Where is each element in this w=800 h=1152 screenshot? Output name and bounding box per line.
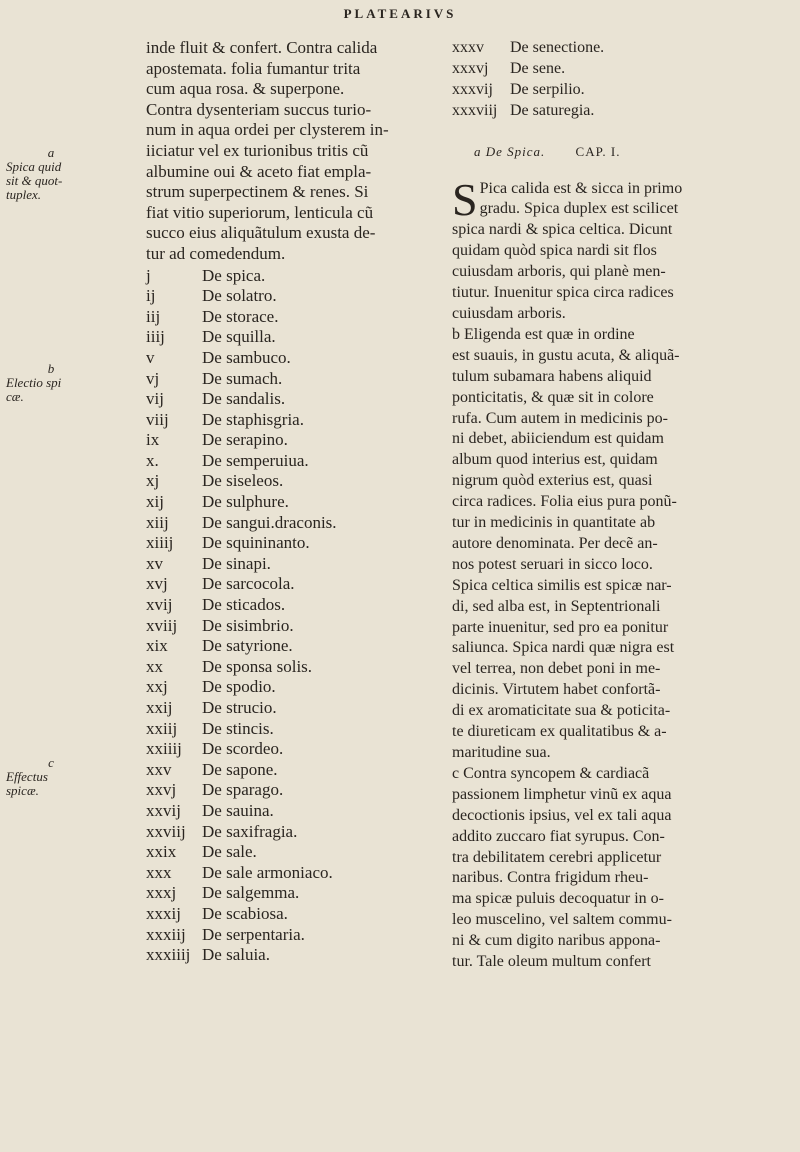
chapter-title: De serpentaria. [202, 924, 305, 944]
text-line: rufa. Cum autem in medicinis po- [452, 409, 668, 427]
chapter-number: xxxiiij [146, 945, 191, 965]
chapter-title: De satyrione. [202, 636, 293, 656]
chapter-title: De senectione. [510, 39, 605, 56]
chapter-index-entry [146, 471, 436, 492]
chapter-index-entry [146, 801, 436, 822]
chapter-title: De scordeo. [202, 739, 284, 759]
margin-note-letter: b [47, 361, 55, 376]
chapter-number: xxix [146, 842, 177, 862]
chapter-number: xxxj [146, 883, 177, 903]
chapter-title: De sale. [202, 842, 257, 862]
chapter-title: De solatro. [202, 286, 277, 306]
chapter-number: xxxvj [452, 59, 489, 77]
drop-cap: S [452, 173, 478, 225]
chapter-title: De spica. [202, 265, 266, 285]
chapter-index-entry [146, 719, 436, 740]
chapter-title: De semperuiua. [202, 450, 309, 470]
chapter-index-entry [146, 657, 436, 678]
chapter-index-entry [146, 451, 436, 472]
text-line: ni debet, abiiciendum est quidam [452, 430, 664, 448]
text-line: addito zuccaro fiat syrupus. Con- [452, 827, 665, 845]
chapter-title: De sisimbrio. [202, 615, 294, 635]
chapter-title: De sulphure. [202, 492, 289, 512]
text-line: tulum subamara habens aliquid [452, 367, 652, 385]
chapter-title: De sinapi. [202, 553, 271, 573]
chapter-index-entry [146, 554, 436, 575]
text-line: succo eius aliquãtulum exusta de- [146, 223, 376, 243]
chapter-title: De storace. [202, 306, 279, 326]
running-head: PLATEARIVS [343, 6, 457, 21]
margin-note-a [6, 146, 96, 202]
chapter-number: xxvj [146, 780, 177, 800]
text-line: apostemata. folia fumantur trita [146, 58, 361, 78]
margin-note-letter: a [47, 145, 55, 160]
text-line: album quod interius est, quidam [452, 451, 658, 469]
chapter-title: De sangui.draconis. [202, 512, 337, 532]
text-line: b Eligenda est quæ in ordine [452, 325, 635, 343]
chapter-index-entry [146, 739, 436, 760]
chapter-title: De sauina. [202, 800, 274, 820]
chapter-title: De Spica. [485, 143, 546, 159]
chapter-index-entry [146, 348, 436, 369]
chapter-index-list [146, 266, 436, 966]
chapter-index-entry [146, 822, 436, 843]
chapter-index-entry [146, 863, 436, 884]
chapter-number: xxxij [146, 903, 181, 923]
text-line: passionem limphetur vinũ ex aqua [452, 785, 672, 803]
text-line: inde fluit & confert. Contra calida [146, 38, 378, 57]
chapter-number: xxvij [146, 800, 181, 820]
chapter-number: xxij [146, 698, 173, 717]
text-line: naribus. Contra frigidum rheu- [452, 869, 649, 887]
text-line: cum aqua rosa. & superpone. [146, 79, 345, 99]
chapter-title: De sandalis. [202, 389, 286, 409]
text-line: te diureticam ex qualitatibus & a- [452, 723, 667, 741]
text-line: parte inuenitur, sed pro ea ponitur [452, 618, 669, 636]
chapter-number: xv [146, 553, 163, 573]
chapter-number: ix [146, 430, 160, 450]
chapter-index-entry [452, 80, 792, 101]
chapter-title: De spodio. [202, 677, 276, 697]
chapter-title: De saluia. [202, 945, 270, 965]
chapter-index-entry [146, 410, 436, 431]
text-line: ni & cum digito naribus appona- [452, 932, 661, 950]
chapter-title: De stincis. [202, 718, 274, 738]
chapter-number: iiij [146, 327, 165, 347]
text-line: cuiusdam arboris. [452, 304, 566, 322]
text-line: num in aqua ordei per clysterem in- [146, 120, 389, 140]
margin-note-line: Electio spi [6, 375, 62, 390]
text-line: autore denominata. Per decẽ an- [452, 534, 658, 552]
chapter-index-entry [146, 842, 436, 863]
chapter-number: xij [146, 492, 164, 512]
chapter-title: De squininanto. [202, 533, 310, 553]
text-line: spica nardi & spica celtica. Dicunt [452, 221, 673, 239]
chapter-number: xviij [146, 615, 178, 635]
text-line: di, sed alba est, in Septentrionali [452, 597, 661, 615]
chapter-number: I. [610, 143, 621, 159]
text-line: est suauis, in gustu acuta, & aliquã- [452, 346, 680, 364]
chapter-marker: a [474, 143, 482, 159]
chapter-heading [452, 142, 792, 163]
text-line: iiciatur vel ex turionibus tritis cũ [146, 140, 369, 160]
chapter-number: xvj [146, 574, 168, 594]
chapter-body [452, 173, 792, 973]
text-line: Contra dysenteriam succus turio- [146, 99, 372, 119]
chapter-index-entry [452, 38, 792, 59]
text-line: nigrum quòd exterius est, quasi [452, 472, 653, 490]
chapter-index-entry [146, 780, 436, 801]
margin-note-c [6, 756, 96, 798]
text-line: c Contra syncopem & cardiacã [452, 764, 650, 782]
text-line: gradu. Spica duplex est scilicet [479, 200, 679, 218]
margin-note-line: cæ. [6, 389, 24, 404]
chapter-number: x. [146, 450, 159, 470]
chapter-title: De sparago. [202, 780, 284, 800]
chapter-number: xxiij [146, 718, 178, 738]
chapter-index-entry [146, 430, 436, 451]
text-line: cuiusdam arboris, qui planè men- [452, 263, 666, 281]
chapter-title: De sticados. [202, 595, 286, 615]
chapter-title: De sale armoniaco. [202, 862, 333, 882]
chapter-index-entry [146, 760, 436, 781]
chapter-index-list-continued [452, 38, 792, 122]
text-line: tur ad comedendum. [146, 243, 286, 263]
chapter-number: xxxv [452, 39, 484, 56]
chapter-title: De staphisgria. [202, 409, 304, 429]
text-line: ponticitatis, & quæ sit in colore [452, 388, 654, 406]
text-line: decoctionis ipsius, vel ex tali aqua [452, 806, 672, 824]
chapter-index-entry [146, 595, 436, 616]
margin-note-letter: c [48, 755, 54, 770]
text-line: dicinis. Virtutem habet confortã- [452, 681, 661, 699]
text-line: leo muscelino, vel saltem commu- [452, 911, 672, 929]
margin-note-line: Spica quid [6, 159, 62, 174]
text-line: fiat vitio superiorum, lenticula cũ [146, 202, 374, 222]
text-line: strum superpectinem & renes. Si [146, 182, 369, 202]
text-line: circa radices. Folia eius pura ponũ- [452, 493, 677, 511]
chapter-title: De sumach. [202, 368, 283, 388]
chapter-title: De serpilio. [510, 80, 585, 98]
chapter-title: De siseleos. [202, 471, 284, 491]
chapter-cap-label: CAP. [575, 143, 607, 159]
chapter-index-entry [146, 698, 436, 719]
chapter-index-entry [452, 59, 792, 80]
chapter-number: xx [146, 656, 163, 676]
chapter-index-entry [146, 883, 436, 904]
margin-note-line: tuplex. [6, 187, 42, 202]
chapter-title: De strucio. [202, 698, 277, 717]
chapter-number: viij [146, 409, 169, 429]
chapter-index-entry [146, 904, 436, 925]
chapter-number: iij [146, 306, 161, 326]
chapter-index-entry [146, 533, 436, 554]
chapter-index-entry [146, 327, 436, 348]
chapter-index-entry [146, 286, 436, 307]
text-line: saliunca. Spica nardi quæ nigra est [452, 639, 675, 657]
chapter-number: xxxiij [146, 924, 186, 944]
chapter-index-entry [452, 101, 792, 122]
chapter-title: De sapone. [202, 759, 278, 779]
chapter-number: xxviij [146, 821, 186, 841]
chapter-number: vj [146, 368, 160, 388]
continued-paragraph [146, 38, 436, 265]
chapter-title: De serapino. [202, 430, 288, 450]
text-line: maritudine sua. [452, 744, 551, 761]
chapter-number: v [146, 347, 155, 367]
chapter-title: De saturegia. [510, 101, 595, 119]
chapter-number: j [146, 265, 151, 285]
chapter-number: xix [146, 636, 168, 656]
chapter-title: De squilla. [202, 327, 276, 347]
chapter-title: De sene. [510, 59, 566, 77]
chapter-index-entry [146, 574, 436, 595]
chapter-title: De scabiosa. [202, 903, 288, 923]
chapter-index-entry [146, 925, 436, 946]
chapter-number: xvij [146, 595, 173, 615]
chapter-number: xxx [146, 862, 172, 882]
chapter-number: xj [146, 471, 160, 491]
chapter-index-entry [146, 677, 436, 698]
text-line: ma spicæ puluis decoquatur in o- [452, 890, 664, 908]
right-column [452, 38, 792, 973]
chapter-number: vij [146, 389, 164, 409]
chapter-index-entry [146, 636, 436, 657]
chapter-index-entry [146, 266, 436, 287]
chapter-index-entry [146, 616, 436, 637]
chapter-number: xxiiij [146, 739, 182, 759]
text-line: tiutur. Inuenitur spica circa radices [452, 284, 674, 302]
margin-note-line: sit & quot- [6, 173, 63, 188]
chapter-number: xxxviij [452, 101, 498, 119]
chapter-index-entry [146, 369, 436, 390]
chapter-index-entry [146, 513, 436, 534]
chapter-index-entry [146, 307, 436, 328]
text-line: tra debilitatem cerebri applicetur [452, 848, 662, 866]
chapter-title: De sambuco. [202, 347, 291, 367]
chapter-title: De saxifragia. [202, 821, 298, 841]
margin-note-b [6, 362, 96, 404]
chapter-index-entry [146, 492, 436, 513]
chapter-title: De salgemma. [202, 883, 300, 903]
text-line: vel terrea, non debet poni in me- [452, 660, 661, 678]
chapter-number: xiiij [146, 533, 174, 553]
chapter-title: De sponsa solis. [202, 656, 313, 676]
left-column [146, 38, 436, 966]
text-line: tur in medicinis in quantitate ab [452, 514, 656, 532]
text-line: nos potest seruari in sicco loco. [452, 555, 653, 573]
margin-note-line: Effectus [6, 769, 48, 784]
chapter-number: ij [146, 286, 156, 306]
chapter-number: xiij [146, 512, 169, 532]
chapter-index-entry [146, 389, 436, 410]
text-line: Spica celtica similis est spicæ nar- [452, 576, 672, 594]
chapter-number: xxv [146, 759, 172, 779]
chapter-number: xxj [146, 677, 168, 697]
chapter-title: De sarcocola. [202, 574, 295, 594]
text-line: albumine oui & aceto fiat empla- [146, 161, 372, 181]
margin-note-line: spicæ. [6, 783, 39, 798]
text-line: tur. Tale oleum multum confert [452, 953, 651, 971]
chapter-number: xxxvij [452, 80, 493, 98]
text-line: Pica calida est & sicca in primo [479, 179, 683, 197]
chapter-index-entry [146, 945, 436, 966]
text-line: quidam quòd spica nardi sit flos [452, 242, 657, 260]
text-line: di ex aromaticitate sua & poticita- [452, 702, 671, 720]
